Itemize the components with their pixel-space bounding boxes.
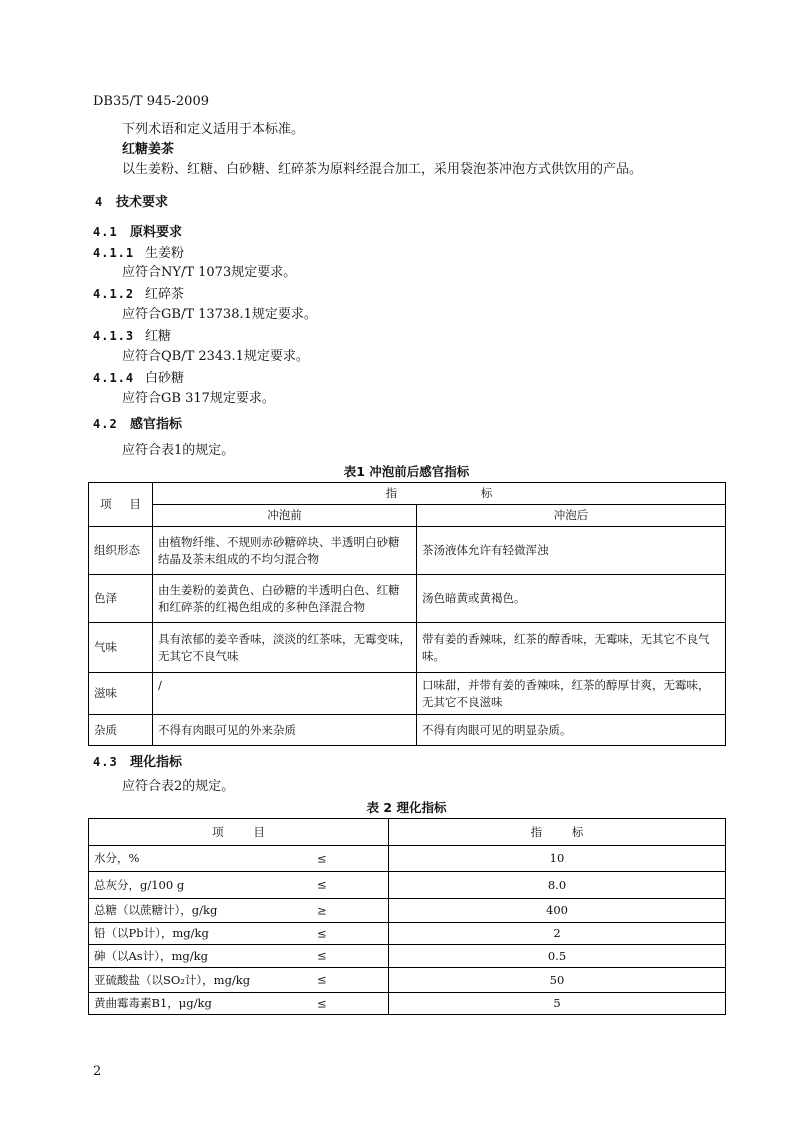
cell-line: 茶汤液体允许有轻微浑浊 bbox=[422, 543, 549, 557]
cell-line: 口味甜，并带有姜的香辣味，红茶的醇厚甘爽，无霉味， bbox=[422, 677, 710, 692]
item-cell bbox=[89, 872, 389, 899]
cell-line: 不得有肉眼可见的外来杂质 bbox=[158, 722, 296, 737]
cell-line: 由生姜粉的姜黄色、白砂糖的半透明白色、红糖 bbox=[158, 582, 400, 597]
requirement-text: 应符合QB/T 2343.1规定要求。 bbox=[122, 349, 309, 364]
after-cell bbox=[417, 673, 726, 715]
section-4-2-heading bbox=[93, 416, 182, 433]
doc-code-header: DB35/T 945-2009 bbox=[93, 94, 209, 109]
section-number: 4.1.4 bbox=[93, 371, 135, 385]
value-cell: 400 bbox=[389, 899, 726, 923]
row-item: 组织形态 bbox=[89, 527, 153, 575]
section-number: 4.2 bbox=[93, 417, 118, 431]
item-label: 砷（以As计），mg/kg bbox=[94, 948, 208, 963]
value-cell: 8.0 bbox=[389, 872, 726, 899]
comparator: ≥ bbox=[317, 903, 327, 917]
section-title: 红碎茶 bbox=[145, 287, 185, 302]
requirement-text: 应符合NY/T 1073规定要求。 bbox=[122, 265, 297, 280]
comparator: ≤ bbox=[317, 926, 327, 940]
item-label: 黄曲霉毒素B1，μg/kg bbox=[94, 996, 212, 1010]
item-cell bbox=[89, 993, 389, 1015]
comparator: ≤ bbox=[317, 972, 327, 987]
table-row bbox=[89, 923, 726, 945]
section-number: 4.1.2 bbox=[93, 287, 135, 301]
table-row bbox=[89, 673, 726, 715]
before-cell bbox=[153, 575, 417, 623]
section-4-1-4-heading bbox=[93, 370, 184, 387]
section-number: 4.1.3 bbox=[93, 329, 135, 343]
section-title: 原料要求 bbox=[130, 225, 183, 240]
cell-line: 具有浓郁的姜辛香味，淡淡的红茶味，无霉变味， bbox=[158, 631, 411, 646]
header-item: 项 目 bbox=[89, 819, 389, 846]
section-title: 红糖 bbox=[145, 329, 172, 344]
requirement-text: 应符合GB/T 13738.1规定要求。 bbox=[122, 307, 317, 322]
section-4-1-heading bbox=[93, 224, 182, 241]
comparator: ≤ bbox=[317, 996, 327, 1010]
item-label: 总糖（以蔗糖计），g/kg bbox=[94, 903, 218, 917]
cell-line: 无其它不良气味 bbox=[158, 648, 239, 663]
value-cell: 0.5 bbox=[389, 945, 726, 968]
item-label: 总灰分，g/100 g bbox=[94, 877, 185, 892]
cell-line: 汤色暗黄或黄褐色。 bbox=[422, 591, 526, 605]
section-title: 感官指标 bbox=[130, 417, 183, 432]
table-row bbox=[89, 527, 726, 575]
table-row bbox=[89, 575, 726, 623]
section-4-1-3-heading bbox=[93, 328, 171, 345]
header-index: 指 标 bbox=[153, 483, 726, 505]
after-cell bbox=[417, 623, 726, 673]
row-item: 杂质 bbox=[89, 715, 153, 746]
section-title: 理化指标 bbox=[130, 755, 183, 770]
item-cell bbox=[89, 899, 389, 923]
item-cell bbox=[89, 968, 389, 993]
item-cell bbox=[89, 923, 389, 945]
comparator: ≤ bbox=[317, 948, 327, 963]
header-after-brewing: 冲泡后 bbox=[417, 505, 726, 527]
value-cell: 10 bbox=[389, 846, 726, 872]
table-1-reference: 应符合表1的规定。 bbox=[122, 443, 235, 458]
after-cell bbox=[417, 715, 726, 746]
cell-line: 和红碎茶的红褐色组成的多种色泽混合物 bbox=[158, 599, 365, 614]
table-row bbox=[89, 872, 726, 899]
after-cell bbox=[417, 527, 726, 575]
row-item: 气味 bbox=[89, 623, 153, 673]
comparator: ≤ bbox=[317, 877, 327, 892]
table-row bbox=[89, 993, 726, 1015]
term-title: 红糖姜茶 bbox=[122, 142, 175, 157]
table-row bbox=[89, 968, 726, 993]
table-row bbox=[89, 945, 726, 968]
table-header-row bbox=[89, 483, 726, 505]
section-title: 技术要求 bbox=[116, 195, 169, 210]
cell-line: 带有姜的香辣味，红茶的醇香味，无霉味，无其它不良气 bbox=[422, 631, 710, 646]
comparator: ≤ bbox=[317, 851, 327, 865]
value-cell: 50 bbox=[389, 968, 726, 993]
item-cell bbox=[89, 846, 389, 872]
cell-line: 味。 bbox=[422, 648, 445, 663]
before-cell bbox=[153, 527, 417, 575]
table-header-row bbox=[89, 819, 726, 846]
section-number: 4.3 bbox=[93, 755, 118, 769]
before-cell bbox=[153, 623, 417, 673]
before-cell bbox=[153, 715, 417, 746]
header-index: 指 标 bbox=[389, 819, 726, 846]
header-item: 项 目 bbox=[89, 483, 153, 527]
section-4-1-1-heading bbox=[93, 245, 184, 262]
before-cell bbox=[153, 673, 417, 715]
table-2-caption: 表 2 理化指标 bbox=[366, 800, 447, 815]
table-header-row bbox=[89, 505, 726, 527]
table-row bbox=[89, 846, 726, 872]
item-label: 水分，% bbox=[94, 851, 140, 865]
row-item: 滋味 bbox=[89, 673, 153, 715]
section-4-3-heading bbox=[93, 754, 182, 771]
section-4-heading bbox=[95, 194, 168, 211]
page-number: 2 bbox=[93, 1064, 102, 1079]
cell-line: / bbox=[158, 677, 162, 692]
table-1-caption: 表1 冲泡前后感官指标 bbox=[343, 464, 470, 479]
table-2-reference: 应符合表2的规定。 bbox=[122, 779, 235, 794]
section-title: 白砂糖 bbox=[145, 371, 185, 386]
item-cell bbox=[89, 945, 389, 968]
term-definition: 以生姜粉、红糖、白砂糖、红碎茶为原料经混合加工，采用袋泡茶冲泡方式供饮用的产品。 bbox=[122, 162, 643, 177]
after-cell bbox=[417, 575, 726, 623]
section-number: 4.1 bbox=[93, 225, 118, 239]
item-label: 亚硫酸盐（以SO₂计），mg/kg bbox=[94, 972, 251, 987]
table-row bbox=[89, 899, 726, 923]
row-item: 色泽 bbox=[89, 575, 153, 623]
section-4-1-2-heading bbox=[93, 286, 184, 303]
table-row bbox=[89, 623, 726, 673]
section-title: 生姜粉 bbox=[145, 246, 185, 261]
header-before-brewing: 冲泡前 bbox=[153, 505, 417, 527]
section-number: 4 bbox=[95, 195, 104, 209]
cell-line: 无其它不良滋味 bbox=[422, 694, 503, 709]
item-label: 铅（以Pb计），mg/kg bbox=[94, 926, 209, 940]
requirement-text: 应符合GB 317规定要求。 bbox=[122, 391, 275, 406]
value-cell: 5 bbox=[389, 993, 726, 1015]
table-row bbox=[89, 715, 726, 746]
physicochemical-table bbox=[88, 818, 726, 1015]
terms-intro: 下列术语和定义适用于本标准。 bbox=[122, 122, 305, 137]
cell-line: 结晶及茶末组成的不均匀混合物 bbox=[158, 551, 319, 566]
cell-line: 不得有肉眼可见的明显杂质。 bbox=[422, 722, 572, 737]
cell-line: 由植物纤维、不规则赤砂糖碎块、半透明白砂糖 bbox=[158, 534, 400, 549]
value-cell: 2 bbox=[389, 923, 726, 945]
sensory-table bbox=[88, 482, 726, 746]
section-number: 4.1.1 bbox=[93, 246, 135, 260]
